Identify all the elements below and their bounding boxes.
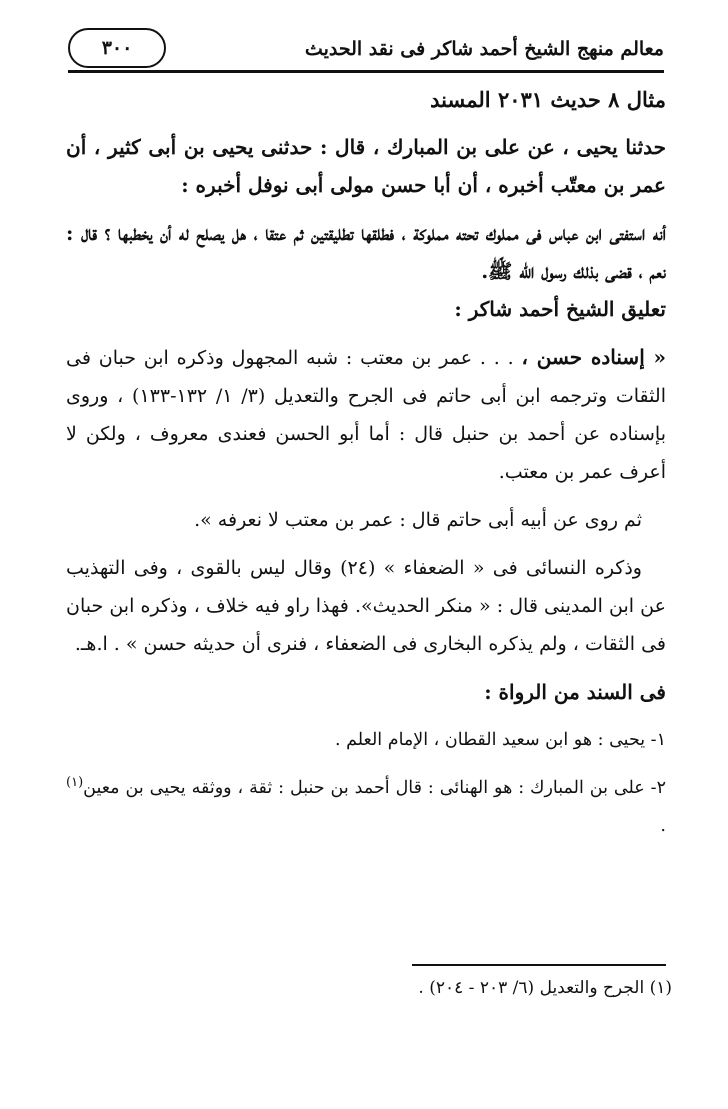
header-rule (68, 70, 664, 73)
commentary-paragraph-3: وذكره النسائى فى « الضعفاء » (٢٤) وقال ليس بالقوى ، وفى التهذيب عن ابن المدينى قال : « منكر الحديث». فهذا راو فيه خلاف ، وذكره ابن حبان فى الثقات ، ولم يذكره البخارى فى الضعفاء ، فنرى أن حديثه حسن » . ا.هـ. (66, 557, 666, 655)
commentary-paragraph-2: ثم روى عن أبيه أبى حاتم قال : عمر بن معتب لا نعرفه ». (194, 509, 642, 531)
commentary-heading: تعليق الشيخ أحمد شاكر : (454, 297, 666, 321)
narrator-item-2 (66, 769, 666, 845)
footnote: (١) الجرح والتعديل (٦/ ٢٠٣ - ٢٠٤) . (418, 978, 672, 998)
narrator-item-2-end: . (660, 816, 666, 836)
page-header (68, 24, 664, 74)
hadith-matn: أنه استفتى ابن عباس فى مملوك تحته مملوكة ، فطلقها تطليقتين ثم عتقا ، هل يصلح له أن يخطبها ؟ قال : نعم ، قضى بذلك رسول الله ﷺ. (66, 221, 666, 283)
commentary-paragraph-1-text: . . . عمر بن معتب : شبه المجهول وذكره ابن حبان فى الثقات وترجمه ابن أبى حاتم فى الجرح والتعديل (٣/ ١/ ١٣٢-١٣٣) ، وروى بإسناده عن أحمد بن حنبل قال : أما أبو الحسن فعندى معروف ، ولكن لا أعرف عمر بن معتب. (66, 347, 666, 483)
commentary-paragraph-1 (66, 338, 666, 491)
isnad-verdict: « إسناده حسن ، (521, 345, 667, 369)
hadith-isnad: حدثنا يحيى ، عن على بن المبارك ، قال : حدثنى يحيى بن أبى كثير ، أن عمر بن معتّب أخبره ، أن أبا حسن مولى أبى نوفل أخبره : (66, 135, 666, 197)
footnote-separator (412, 964, 666, 966)
example-heading: مثال ٨ حديث ٢٠٣١ المسند (430, 87, 666, 112)
running-title: معالم منهج الشيخ أحمد شاكر فى نقد الحديث (304, 38, 664, 60)
page-body (66, 86, 666, 845)
narrator-item-2-text: ٢- على بن المبارك : هو الهنائى : قال أحمد بن حنبل : ثقة ، ووثقه يحيى بن معين (83, 778, 666, 798)
narrators-heading: فى السند من الرواة : (484, 680, 666, 704)
footnote-reference[interactable]: (١) (66, 775, 84, 791)
narrator-item-1: ١- يحيى : هو ابن سعيد القطان ، الإمام العلم . (334, 730, 666, 750)
page-number: ٣٠٠ (68, 28, 166, 68)
